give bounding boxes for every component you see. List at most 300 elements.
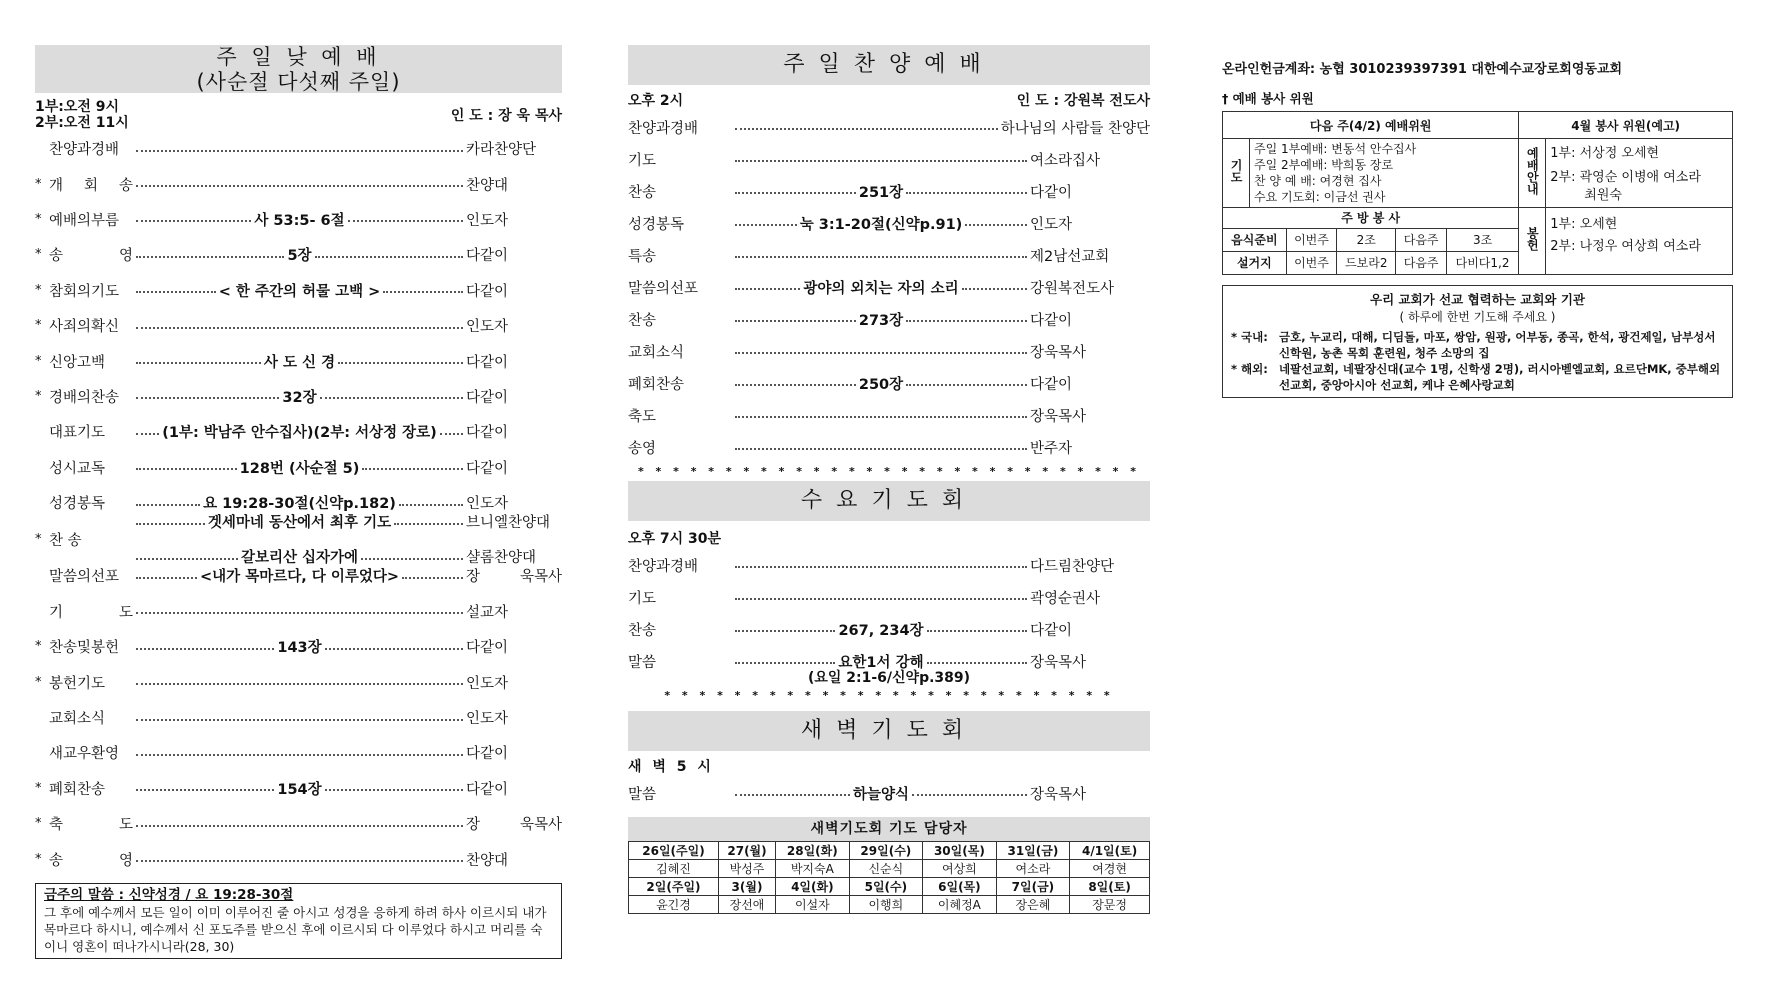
required-mark: * <box>35 282 42 298</box>
order-who: 반주자 <box>1030 440 1073 457</box>
order-item: 154장 <box>277 781 322 798</box>
leader-dots <box>735 352 1027 354</box>
order-name: 말씀의선포 <box>49 569 120 586</box>
order-who: 곽영순권사 <box>1030 590 1101 607</box>
prayer-day: 4일(화) <box>776 878 850 896</box>
order-row <box>35 841 562 876</box>
order-name: 찬송및봉헌 <box>49 640 120 657</box>
order-row <box>35 343 562 378</box>
dawn-order-row <box>628 777 1150 809</box>
prayer-person: 여상희 <box>923 860 997 878</box>
prayer-person: 여소라 <box>996 860 1070 878</box>
morning-order-list <box>35 131 562 877</box>
order-who: 다같이 <box>1030 312 1073 329</box>
usher-label-text: 예배안내 <box>1525 146 1540 195</box>
dawn-service-time: 새 벽 5 시 <box>628 759 714 775</box>
order-who: 장욱목사 <box>1030 654 1087 671</box>
order-item: 128번 (사순절 5) <box>239 460 360 477</box>
order-row <box>628 111 1150 143</box>
service-committee-title: † 예배 봉사 위원 <box>1222 91 1314 106</box>
morning-time-second: 2부:오전 11시 <box>35 115 129 131</box>
prayer-person: 윤긴경 <box>629 896 719 914</box>
order-row <box>35 379 562 414</box>
leader-dots <box>383 291 463 293</box>
usher-label <box>1519 139 1546 208</box>
prayer-item: 찬 양 예 배: 여경현 집사 <box>1254 174 1382 188</box>
next-week-header: 다음 주(4/2) 예배위원 <box>1223 112 1519 139</box>
morning-order-row-choir <box>35 515 562 567</box>
order-name: 기도 <box>628 590 657 607</box>
order-name: 성경봉독 <box>49 496 106 513</box>
leader-dots <box>735 416 1027 418</box>
kitchen-header: 주 방 봉 사 <box>1223 208 1518 229</box>
prayer-item: 주일 1부예배: 변동석 안수집사 <box>1254 142 1417 156</box>
required-mark: * <box>35 851 42 867</box>
order-who: 장 욱목사 <box>466 817 562 834</box>
order-row <box>35 594 562 629</box>
leader-dots <box>315 256 463 258</box>
order-item: 250장 <box>858 376 904 393</box>
praise-service-title: 주일찬양예배 <box>628 45 1150 85</box>
kitchen-value: 다비다1,2 <box>1446 252 1518 275</box>
leader-dots <box>362 468 463 470</box>
prayer-person: 이설자 <box>776 896 850 914</box>
leader-dots <box>735 256 1027 258</box>
order-who: 다드림찬양단 <box>1030 558 1115 575</box>
choir-song-2: 갈보리산 십자가에 <box>240 550 359 567</box>
praise-service-leader: 인 도 : 강원복 전도사 <box>1016 93 1150 109</box>
order-name: 참회의기도 <box>49 283 120 300</box>
leader-dots <box>735 224 797 226</box>
leader-dots <box>735 288 800 290</box>
order-name: 교회소식 <box>628 344 685 361</box>
order-name: 축도 <box>628 408 657 425</box>
morning-service-subtitle: (사순절 다섯째 주일) <box>196 70 401 94</box>
order-who: 하나님의 사람들 찬양단 <box>1000 120 1150 137</box>
service-committee-table <box>1222 111 1733 275</box>
required-mark: * <box>35 531 42 547</box>
leader-dots <box>136 504 200 506</box>
weekly-verse-text: 그 후에 예수께서 모든 일이 이미 이루어진 줄 아시고 성경을 응하게 하려 하사 이르시되 내가 목마르다 하시니, 예수께서 신 포도주를 받으신 후에 이르시되 다 이루었다 하시고 머리를 숙이니 영혼이 떠나가시니라(28, 30) <box>44 904 547 954</box>
order-who: 다같이 <box>466 425 509 442</box>
kitchen-duty: 설거지 <box>1223 252 1286 275</box>
order-who: 인도자 <box>466 212 509 229</box>
prayer-day: 5일(수) <box>849 878 923 896</box>
order-name: 기도 <box>628 152 657 169</box>
order-row <box>628 175 1150 207</box>
order-name: 교회소식 <box>49 711 106 728</box>
order-who: 다같이 <box>466 746 509 763</box>
leader-dots <box>735 320 856 322</box>
order-item: 눅 3:1-20절(신약p.91) <box>799 216 963 233</box>
kitchen-value: 2조 <box>1337 229 1396 252</box>
order-row <box>628 431 1150 463</box>
dawn-service-title: 새벽기도회 <box>628 711 1150 751</box>
order-name: 찬양과경배 <box>49 142 120 159</box>
prayer-person: 박지숙A <box>776 860 850 878</box>
order-row <box>628 335 1150 367</box>
offering-label <box>1519 208 1546 275</box>
order-who: 장 욱목사 <box>466 569 562 586</box>
order-item: 251장 <box>858 184 904 201</box>
required-mark: * <box>35 816 42 832</box>
morning-time-first: 1부:오전 9시 <box>35 99 120 115</box>
order-who: 다같이 <box>466 248 509 265</box>
order-row <box>35 629 562 664</box>
required-mark: * <box>35 247 42 263</box>
order-row <box>35 414 562 449</box>
order-row <box>35 202 562 237</box>
order-who: 찬양대 <box>466 177 509 194</box>
order-who: 제2남선교회 <box>1030 248 1110 265</box>
prayer-day: 31일(금) <box>996 842 1070 860</box>
prayer-person: 장선애 <box>718 896 775 914</box>
leader-dots <box>136 185 463 187</box>
leader-dots <box>136 558 238 560</box>
leader-dots <box>136 577 197 579</box>
order-name: 성경봉독 <box>628 216 685 233</box>
order-item: 143장 <box>277 640 322 657</box>
mission-overseas-list: 네팔선교회, 네팔장신대(교수 1명, 신학생 2명), 러시아벧엘교회, 요르단MK, 중부해외선교회, 중앙아시아 선교회, 케냐 은혜사랑교회 <box>1279 362 1721 392</box>
leader-dots <box>136 719 463 721</box>
prayer-day: 3(월) <box>718 878 775 896</box>
order-who: 강원복전도사 <box>1030 280 1115 297</box>
praise-service-info <box>628 89 1150 111</box>
leader-dots <box>136 648 274 650</box>
prayer-label-text: 기도 <box>1229 158 1243 183</box>
leader-dots <box>361 558 463 560</box>
mission-overseas <box>1231 361 1724 393</box>
kitchen-value: 다음주 <box>1396 252 1446 275</box>
prayer-day: 26일(주일) <box>629 842 719 860</box>
order-row <box>628 303 1150 335</box>
required-mark: * <box>35 211 42 227</box>
order-item: 32장 <box>282 389 317 406</box>
mission-title: 우리 교회가 선교 협력하는 교회와 기관 <box>1370 292 1585 307</box>
order-row <box>628 549 1150 581</box>
leader-dots <box>440 433 463 435</box>
order-row <box>628 367 1150 399</box>
required-mark: * <box>35 318 42 334</box>
choir-performer-1: 브니엘찬양대 <box>466 515 551 532</box>
prayer-person: 김혜진 <box>629 860 719 878</box>
leader-dots <box>136 397 279 399</box>
leader-dots <box>136 220 251 222</box>
required-mark: * <box>35 176 42 192</box>
order-who: 인도자 <box>466 496 509 513</box>
required-mark: * <box>35 674 42 690</box>
order-row <box>628 271 1150 303</box>
kitchen-cell <box>1223 208 1519 275</box>
dawn-service-info <box>628 755 1150 777</box>
prayer-person: 장은혜 <box>996 896 1070 914</box>
order-who: 다같이 <box>1030 376 1073 393</box>
april-header: 4월 봉사 위원(예고) <box>1519 112 1733 139</box>
wednesday-service-time: 오후 7시 30분 <box>628 531 722 547</box>
offering-list <box>1546 208 1733 275</box>
online-offering-account: 온라인헌금계좌: 농협 3010239397391 대한예수교장로회영동교회 <box>1222 62 1623 77</box>
prayer-person: 신순식 <box>849 860 923 878</box>
prayer-item: 주일 2부예배: 박희동 장로 <box>1254 158 1394 172</box>
prayer-day: 28일(화) <box>776 842 850 860</box>
prayer-day: 30일(목) <box>923 842 997 860</box>
order-item: 하늘양식 <box>852 786 910 803</box>
order-row <box>35 806 562 841</box>
order-who: 다같이 <box>466 283 509 300</box>
kitchen-value: 이번주 <box>1286 252 1336 275</box>
order-item: (1부: 박남주 안수집사)(2부: 서상정 장로) <box>162 425 437 442</box>
offering-item: 1부: 오세현 <box>1550 217 1618 232</box>
choir-song-1: 겟세마네 동산에서 최후 기도 <box>207 515 392 532</box>
order-who: 다같이 <box>466 460 509 477</box>
order-name: 경배의찬송 <box>49 389 120 406</box>
leader-dots <box>325 648 463 650</box>
order-name: 특송 <box>628 248 657 265</box>
order-row <box>35 131 562 166</box>
order-who: 다같이 <box>1030 622 1073 639</box>
leader-dots <box>906 320 1027 322</box>
order-name: 폐회찬송 <box>628 376 685 393</box>
order-row <box>35 735 562 770</box>
morning-service-times <box>35 99 562 131</box>
prayer-day: 7일(금) <box>996 878 1070 896</box>
leader-dots <box>136 825 463 827</box>
weekly-verse-box <box>35 883 562 959</box>
order-name: 신앙고백 <box>49 354 106 371</box>
leader-dots <box>136 468 237 470</box>
order-name: 개 회 송 <box>49 177 133 194</box>
leader-dots <box>735 160 1027 162</box>
leader-dots <box>136 256 284 258</box>
prayer-day: 27(월) <box>718 842 775 860</box>
praise-order-list <box>628 111 1150 463</box>
prayer-person: 박성주 <box>718 860 775 878</box>
order-who: 장욱목사 <box>1030 786 1087 803</box>
leader-dots <box>735 192 856 194</box>
mission-domestic <box>1231 329 1724 361</box>
leader-dots <box>906 384 1027 386</box>
order-name: 기 도 <box>49 604 133 621</box>
wednesday-service-info <box>628 527 1150 549</box>
order-name: 대표기도 <box>49 425 106 442</box>
leader-dots <box>136 789 274 791</box>
order-who: 인도자 <box>466 319 509 336</box>
leader-dots <box>735 794 850 796</box>
leader-dots <box>320 397 463 399</box>
order-who: 여소라집사 <box>1030 152 1101 169</box>
order-who: 장욱목사 <box>1030 408 1087 425</box>
morning-service-section <box>35 45 562 959</box>
leader-dots <box>338 362 463 364</box>
leader-dots <box>927 630 1027 632</box>
order-name: 송 영 <box>49 248 133 265</box>
leader-dots <box>136 612 463 614</box>
order-who: 찬양대 <box>466 852 509 869</box>
order-who: 인도자 <box>1030 216 1073 233</box>
usher-list <box>1546 139 1733 208</box>
mission-partners-box <box>1222 285 1733 398</box>
order-name: 말씀 <box>628 786 657 803</box>
prayer-day: 29일(수) <box>849 842 923 860</box>
leader-dots <box>399 504 463 506</box>
order-item: 사 도 신 경 <box>263 354 336 371</box>
order-row <box>35 308 562 343</box>
leader-dots <box>136 683 463 685</box>
weekly-verse-title: 금주의 말씀 : 신약성경 / 요 19:28-30절 <box>44 886 294 903</box>
leader-dots <box>325 789 463 791</box>
order-row <box>35 771 562 806</box>
prayer-day: 6일(목) <box>923 878 997 896</box>
leader-dots <box>912 794 1027 796</box>
prayer-day: 8일(토) <box>1070 878 1150 896</box>
prayer-list <box>1250 139 1519 208</box>
order-name: 찬송 <box>628 622 657 639</box>
order-name: 예배의부름 <box>49 212 120 229</box>
order-who: 인도자 <box>466 711 509 728</box>
choir-items <box>133 504 562 575</box>
prayer-day: 2일(주일) <box>629 878 719 896</box>
prayer-person: 장문정 <box>1070 896 1150 914</box>
leader-dots <box>402 577 463 579</box>
order-name: 찬송 <box>628 184 657 201</box>
order-name: 송 영 <box>49 852 133 869</box>
leader-dots <box>136 362 261 364</box>
order-name: 새교우환영 <box>49 746 120 763</box>
order-who: 다같이 <box>466 389 509 406</box>
notices-section <box>1222 45 1733 398</box>
mission-subtitle: ( 하루에 한번 기도해 주세요 ) <box>1399 310 1556 324</box>
mission-domestic-label: * 국내: <box>1231 330 1268 344</box>
leader-dots <box>136 860 463 862</box>
leader-dots <box>136 433 159 435</box>
order-item: 사 53:5- 6절 <box>254 212 345 229</box>
kitchen-value: 드보라2 <box>1337 252 1396 275</box>
order-name: 송영 <box>628 440 657 457</box>
order-who: 다같이 <box>1030 184 1073 201</box>
wednesday-sub-ref: (요일 2:1-6/신약p.389) <box>807 670 971 686</box>
order-who: 다같이 <box>466 640 509 657</box>
order-row <box>628 143 1150 175</box>
prayer-day: 4/1일(토) <box>1070 842 1150 860</box>
order-item: 요한1서 강해 <box>838 654 924 671</box>
required-mark: * <box>35 353 42 369</box>
prayer-person: 여경현 <box>1070 860 1150 878</box>
kitchen-value: 이번주 <box>1286 229 1336 252</box>
praise-divider-stars: * * * * * * * * * * * * * * * * * * * * * * * * * * * * * <box>637 465 1141 478</box>
usher-item: 최원숙 <box>1584 188 1622 203</box>
leader-dots <box>965 224 1027 226</box>
afternoon-services-section <box>628 45 1150 914</box>
order-name: 찬 송 <box>49 532 82 549</box>
wednesday-order-list <box>628 549 1150 677</box>
order-who: 설교자 <box>466 604 509 621</box>
order-who: 다같이 <box>466 781 509 798</box>
order-name: 사죄의확신 <box>49 319 120 336</box>
order-name: 성시교독 <box>49 460 106 477</box>
leader-dots <box>348 220 463 222</box>
order-row <box>628 239 1150 271</box>
order-item: <내가 목마르다, 다 이루었다> <box>199 569 400 586</box>
leader-dots <box>136 754 463 756</box>
order-name: 폐회찬송 <box>49 781 106 798</box>
prayer-person: 이혜정A <box>923 896 997 914</box>
prayer-item: 수요 기도회: 이금선 권사 <box>1254 190 1386 204</box>
order-row <box>628 581 1150 613</box>
leader-dots <box>735 448 1027 450</box>
order-who: 장욱목사 <box>1030 344 1087 361</box>
choir-performer-2: 샬롬찬양대 <box>466 550 537 567</box>
leader-dots <box>136 523 205 525</box>
leader-dots <box>906 192 1027 194</box>
leader-dots <box>735 566 1027 568</box>
order-who: 카라찬양단 <box>466 142 537 159</box>
order-row <box>35 700 562 735</box>
leader-dots <box>735 384 856 386</box>
order-item: 광야의 외치는 자의 소리 <box>803 280 959 297</box>
order-name: 말씀의선포 <box>628 280 699 297</box>
prayer-person: 이행희 <box>849 896 923 914</box>
order-row <box>628 399 1150 431</box>
leader-dots <box>394 523 463 525</box>
order-item: 267, 234장 <box>838 622 924 639</box>
order-item: 요 19:28-30절(신약p.182) <box>203 496 396 513</box>
leader-dots <box>735 662 835 664</box>
order-who: 인도자 <box>466 675 509 692</box>
leader-dots <box>927 662 1027 664</box>
required-mark: * <box>35 388 42 404</box>
offering-item: 2부: 나정우 여상희 여소라 <box>1550 239 1701 254</box>
mission-overseas-label: * 해외: <box>1231 362 1268 376</box>
leader-dots <box>136 291 216 293</box>
kitchen-duty: 음식준비 <box>1223 229 1286 252</box>
kitchen-value: 3조 <box>1446 229 1518 252</box>
order-name: 찬양과경배 <box>628 558 699 575</box>
order-name: 찬양과경배 <box>628 120 699 137</box>
order-row <box>35 664 562 699</box>
dawn-prayer-table <box>628 841 1150 914</box>
wednesday-service-title: 수요기도회 <box>628 481 1150 521</box>
order-item: 273장 <box>858 312 904 329</box>
order-row <box>35 273 562 308</box>
leader-dots <box>136 150 463 152</box>
order-item: 5장 <box>287 248 312 265</box>
order-name: 축 도 <box>49 817 133 834</box>
kitchen-value: 다음주 <box>1396 229 1446 252</box>
order-item: < 한 주간의 허물 고백 > <box>218 283 381 300</box>
prayer-label <box>1223 139 1250 208</box>
leader-dots <box>735 630 835 632</box>
order-row <box>35 450 562 485</box>
usher-item: 1부: 서상정 오세현 <box>1550 146 1660 161</box>
mission-domestic-list: 금호, 누교리, 대해, 디딤돌, 마포, 쌍암, 원광, 어부동, 종곡, 한석, 광건제일, 남부성서신학원, 농촌 목회 훈련원, 청주 소망의 집 <box>1279 330 1716 360</box>
order-name: 말씀 <box>628 654 657 671</box>
morning-leader: 인 도 : 장 욱 목사 <box>450 108 562 124</box>
usher-item: 2부: 곽영순 이병애 여소라 <box>1550 170 1701 185</box>
order-name: 찬송 <box>628 312 657 329</box>
dawn-prayer-table-title: 새벽기도회 기도 담당자 <box>628 817 1150 841</box>
leader-dots <box>735 128 998 130</box>
leader-dots <box>136 327 463 329</box>
required-mark: * <box>35 639 42 655</box>
order-row <box>35 166 562 201</box>
order-row <box>628 207 1150 239</box>
leader-dots <box>735 598 1027 600</box>
praise-service-time: 오후 2시 <box>628 93 684 109</box>
kitchen-table <box>1223 229 1518 274</box>
wednesday-divider-stars: * * * * * * * * * * * * * * * * * * * * * * * * * * <box>664 689 1114 702</box>
order-row <box>628 613 1150 645</box>
offering-label-text: 봉헌 <box>1525 226 1540 251</box>
